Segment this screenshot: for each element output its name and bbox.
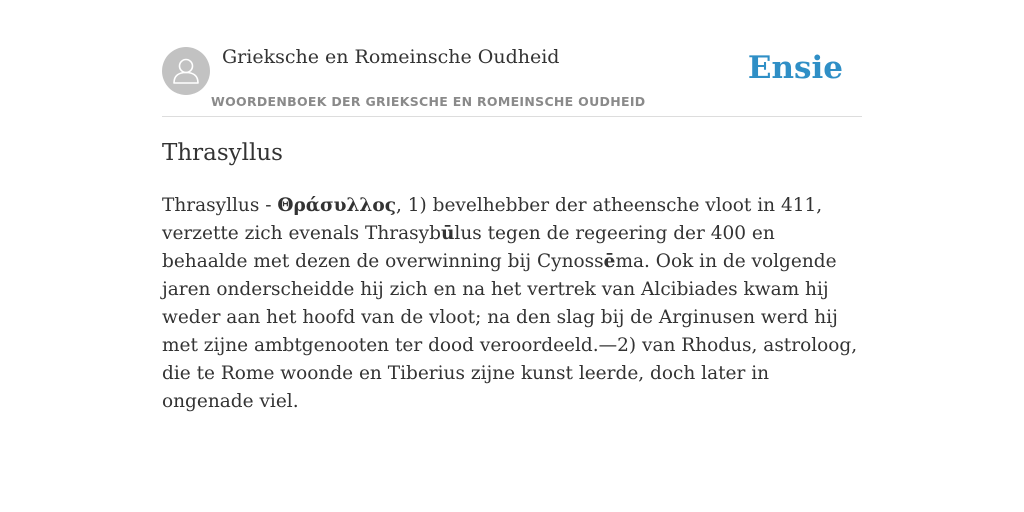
entry-definition bbox=[162, 192, 862, 416]
source-title[interactable]: Grieksche en Romeinsche Oudheid bbox=[222, 46, 560, 68]
entry-title: Thrasyllus bbox=[162, 140, 283, 166]
u-macron: ū bbox=[440, 223, 455, 244]
brand-logo[interactable]: Ensie bbox=[747, 50, 843, 86]
source-subtitle: WOORDENBOEK DER GRIEKSCHE EN ROMEINSCHE OUDHEID bbox=[211, 94, 646, 109]
avatar[interactable] bbox=[162, 47, 210, 95]
definition-lead: Thrasyllus - bbox=[162, 195, 278, 216]
user-icon bbox=[162, 47, 210, 95]
definition-part-3: ma. Ook in de volgende jaren onderscheidde hij zich en na het vertrek van Alcibiades kwam hij weder aan het hoofd van de vloot; na den slag bij de Arginusen werd hij met zijne ambtgenooten ter dood veroordeeld.—2) van Rhodus, astroloog, die te Rome woonde en Tiberius zijne kunst leerde, doch later in ongenade viel. bbox=[162, 251, 858, 412]
definition-part-1: , 1) bevelhebber der atheensche vloot in 411, verzette zich evenals Thrasyb bbox=[162, 195, 823, 244]
e-macron: ē bbox=[603, 251, 616, 272]
greek-term: Θράσυλλος bbox=[277, 195, 397, 216]
definition-part-2: lus tegen de regeering der 400 en behaalde met dezen de overwinning bij Cynoss bbox=[162, 223, 775, 272]
source-header bbox=[162, 44, 862, 117]
